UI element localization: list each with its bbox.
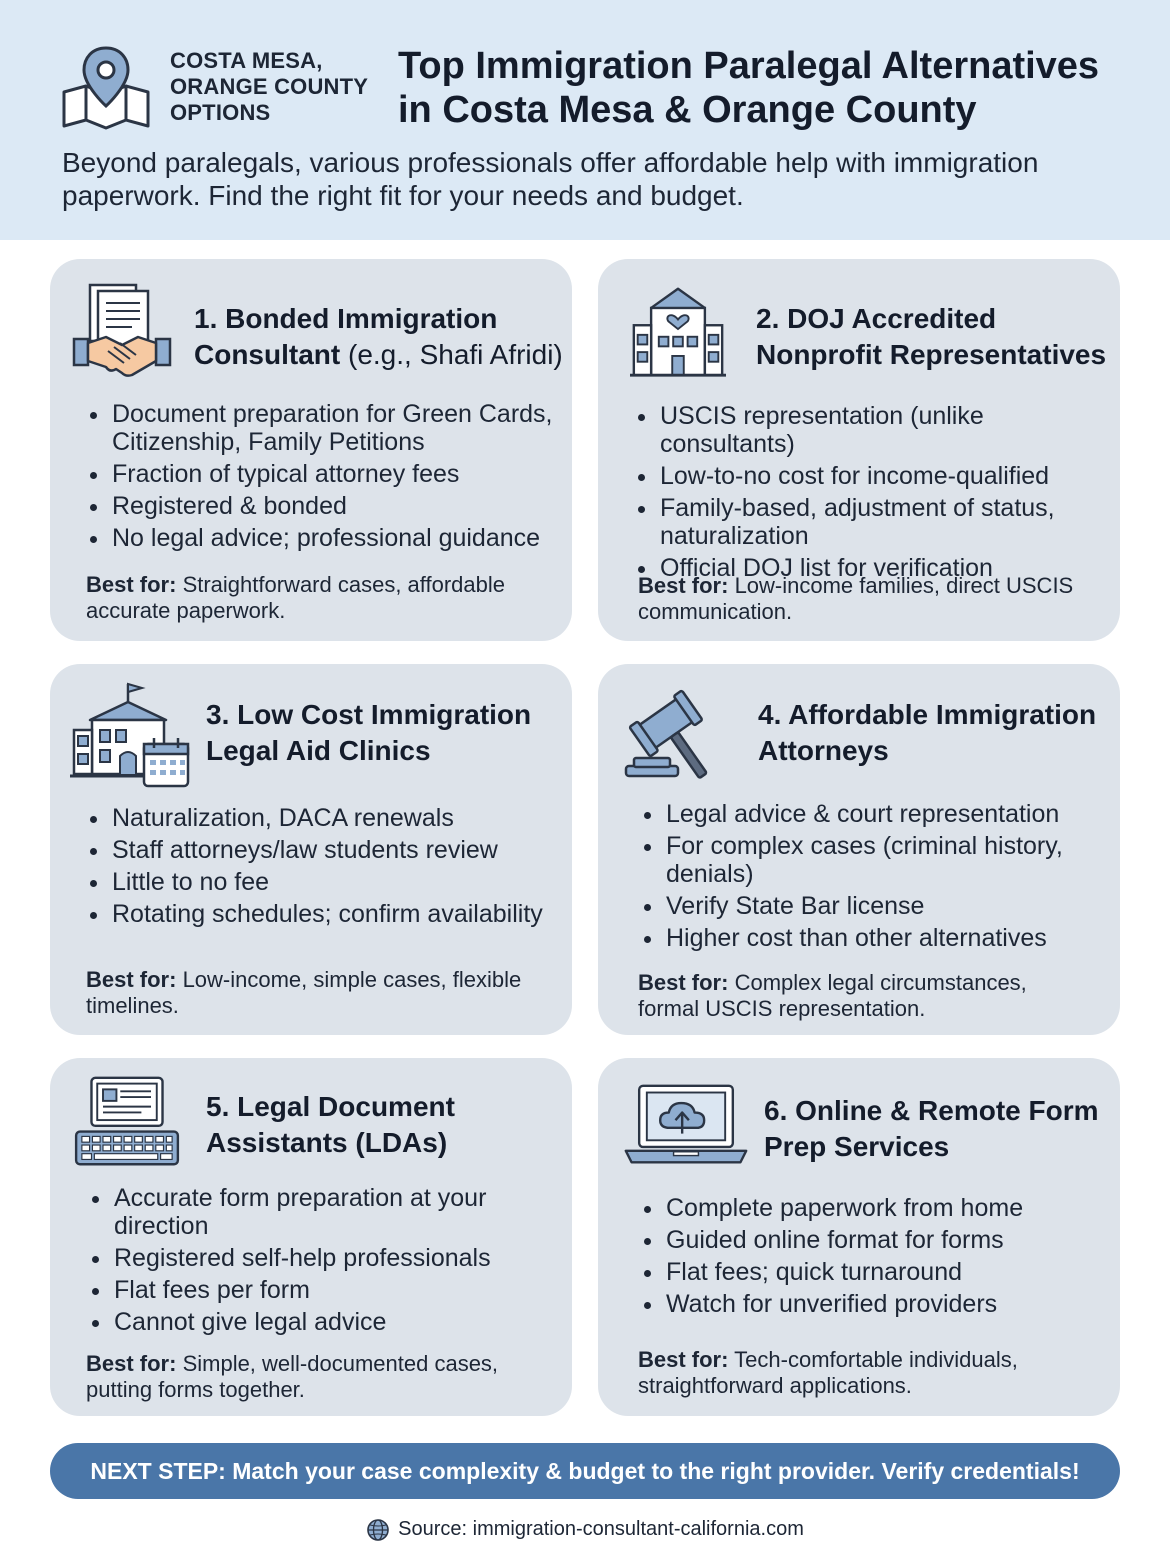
best-for-text: Simple, well-documented cases, putting forms together. — [86, 1351, 499, 1402]
card-title — [206, 697, 566, 769]
card-title-bold: 2. DOJ Accredited Nonprofit Representatives — [756, 303, 1107, 370]
best-for-text: Straightforward cases, affordable accurate paperwork. — [86, 572, 506, 623]
best-for-label: Best for: — [638, 1347, 729, 1372]
best-for-text: Complex legal circumstances, formal USCIS representation. — [638, 970, 1027, 1021]
list-item: USCIS representation (unlike consultants) — [634, 402, 1116, 458]
next-step-banner: NEXT STEP: Match your case complexity & budget to the right provider. Verify credentials! — [50, 1443, 1120, 1499]
globe-icon — [366, 1518, 390, 1542]
list-item: Little to no fee — [86, 868, 568, 896]
card-best-for — [86, 572, 526, 624]
card-legal-aid-clinics — [50, 664, 572, 1035]
card-best-for — [86, 1351, 526, 1403]
list-item: Flat fees; quick turnaround — [640, 1258, 1110, 1286]
list-item: Verify State Bar license — [640, 892, 1110, 920]
best-for-label: Best for: — [86, 1351, 177, 1376]
card-title — [764, 1093, 1104, 1165]
best-for-text: Tech-comfortable individuals, straightforward applications. — [638, 1347, 1018, 1398]
list-item: Registered & bonded — [86, 492, 562, 520]
computer-keyboard-icon — [74, 1074, 180, 1170]
card-bonded-consultant — [50, 259, 572, 641]
nonprofit-building-icon — [630, 281, 726, 381]
card-title — [756, 301, 1114, 373]
list-item: Guided online format for forms — [640, 1226, 1110, 1254]
card-online-form-prep — [598, 1058, 1120, 1416]
card-best-for — [86, 967, 526, 1019]
card-best-for — [638, 573, 1078, 625]
laptop-cloud-upload-icon — [620, 1082, 752, 1168]
source-footer — [0, 1515, 1170, 1543]
list-item: Low-to-no cost for income-qualified — [634, 462, 1116, 490]
card-bullets — [640, 800, 1110, 956]
best-for-label: Best for: — [638, 573, 729, 598]
kicker-line: OPTIONS — [170, 100, 271, 125]
card-legal-document-assistants — [50, 1058, 572, 1416]
list-item: No legal advice; professional guidance — [86, 524, 562, 552]
card-best-for — [638, 1347, 1078, 1399]
header-banner — [0, 0, 1170, 240]
best-for-text: Low-income families, direct USCIS communication. — [638, 573, 1074, 624]
list-item: Registered self-help professionals — [88, 1244, 558, 1272]
list-item: Complete paperwork from home — [640, 1194, 1110, 1222]
best-for-label: Best for: — [86, 572, 177, 597]
card-title-bold: 1. Bonded Immigration Consultant — [194, 303, 498, 370]
card-bullets — [88, 1184, 558, 1340]
list-item: Family-based, adjustment of status, naturalization — [634, 494, 1116, 550]
card-title-example: (e.g., Shafi Afridi) — [340, 339, 563, 370]
card-affordable-attorneys — [598, 664, 1120, 1035]
list-item: Accurate form preparation at your direction — [88, 1184, 558, 1240]
card-bullets — [634, 402, 1116, 586]
list-item: Cannot give legal advice — [88, 1308, 558, 1336]
list-item: Higher cost than other alternatives — [640, 924, 1110, 952]
card-bullets — [640, 1194, 1110, 1322]
kicker-line: COSTA MESA, — [170, 48, 323, 73]
source-text: Source: immigration-consultant-california.com — [398, 1518, 804, 1540]
card-bullets — [86, 804, 568, 932]
card-title-bold: 3. Low Cost Immigration Legal Aid Clinics — [206, 699, 532, 766]
list-item: For complex cases (criminal history, denials) — [640, 832, 1110, 888]
list-item: Official DOJ list for verification — [634, 554, 1116, 582]
card-bullets — [86, 400, 562, 556]
title-line: Top Immigration Paralegal Alternatives — [398, 45, 1100, 87]
map-pin-icon — [58, 42, 154, 132]
card-title — [194, 301, 564, 373]
list-item: Flat fees per form — [88, 1276, 558, 1304]
clinic-building-calendar-icon — [68, 680, 192, 790]
card-title-bold: 6. Online & Remote Form Prep Services — [764, 1095, 1099, 1162]
gavel-icon — [622, 682, 742, 782]
list-item: Watch for unverified providers — [640, 1290, 1110, 1318]
best-for-label: Best for: — [638, 970, 729, 995]
list-item: Fraction of typical attorney fees — [86, 460, 562, 488]
kicker-line: ORANGE COUNTY — [170, 74, 369, 99]
title-line: in Costa Mesa & Orange County — [398, 89, 977, 131]
page-title — [398, 44, 1099, 132]
card-title-bold: 5. Legal Document Assistants (LDAs) — [206, 1091, 455, 1158]
best-for-text: Low-income, simple cases, flexible timelines. — [86, 967, 522, 1018]
card-best-for — [638, 970, 1078, 1022]
handshake-documents-icon — [72, 281, 172, 381]
best-for-label: Best for: — [86, 967, 177, 992]
list-item: Legal advice & court representation — [640, 800, 1110, 828]
card-title-bold: 4. Affordable Immigration Attorneys — [758, 699, 1097, 766]
list-item: Staff attorneys/law students review — [86, 836, 568, 864]
location-kicker — [170, 48, 368, 126]
card-title — [758, 697, 1114, 769]
list-item: Naturalization, DACA renewals — [86, 804, 568, 832]
card-title — [206, 1089, 566, 1161]
list-item: Document preparation for Green Cards, Citizenship, Family Petitions — [86, 400, 562, 456]
list-item: Rotating schedules; confirm availability — [86, 900, 568, 928]
card-doj-nonprofit — [598, 259, 1120, 641]
page-subtitle: Beyond paralegals, various professionals offer affordable help with immigration paperwork. Find the right fit for your needs and budget. — [62, 147, 1039, 211]
